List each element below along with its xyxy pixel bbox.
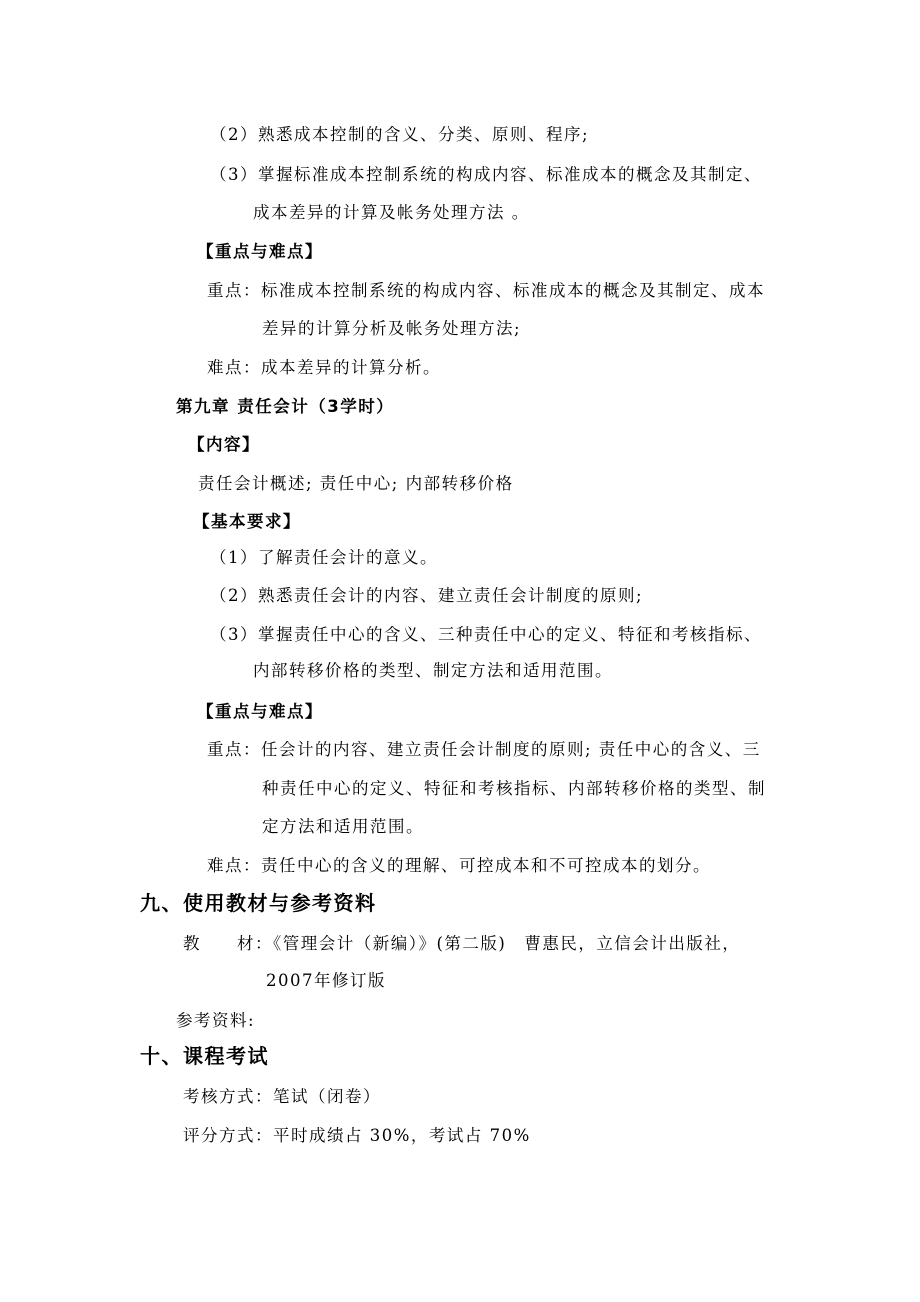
ch8-requirement-2: （2）熟悉成本控制的含义、分类、原则、程序; bbox=[210, 125, 590, 144]
ch9-key-points-cont-2: 定方法和适用范围。 bbox=[262, 817, 424, 836]
ch9-key-points-cont: 种责任中心的定义、特征和考核指标、内部转移价格的类型、制 bbox=[262, 779, 766, 798]
ch9-requirement-1: （1）了解责任会计的意义。 bbox=[210, 548, 438, 567]
ch8-requirement-3: （3）掌握标准成本控制系统的构成内容、标准成本的概念及其制定、 bbox=[210, 165, 762, 184]
ch8-key-points-cont: 差异的计算分析及帐务处理方法; bbox=[262, 319, 522, 338]
ch9-key-heading: 【重点与难点】 bbox=[197, 702, 323, 721]
ch9-key-points: 重点：任会计的内容、建立责任会计制度的原则; 责任中心的含义、三 bbox=[207, 740, 761, 759]
textbook-line: 教 材：《管理会计（新编）》(第二版) 曹惠民，立信会计出版社， bbox=[183, 934, 741, 953]
section-9-title: 九、使用教材与参考资料 bbox=[140, 891, 377, 915]
section-10-title: 十、课程考试 bbox=[140, 1044, 269, 1068]
ch9-content: 责任会计概述; 责任中心; 内部转移价格 bbox=[198, 474, 514, 493]
ch9-requirements-heading: 【基本要求】 bbox=[193, 512, 301, 531]
ch8-requirement-3-cont: 成本差异的计算及帐务处理方法 。 bbox=[253, 203, 530, 222]
exam-method: 考核方式：笔试（闭卷） bbox=[183, 1087, 381, 1106]
ch8-difficulties: 难点：成本差异的计算分析。 bbox=[207, 358, 441, 377]
ch9-content-heading: 【内容】 bbox=[188, 435, 260, 454]
references-label: 参考资料: bbox=[176, 1011, 256, 1030]
textbook-line-cont: 2007年修订版 bbox=[266, 971, 386, 990]
ch9-requirement-3-cont: 内部转移价格的类型、制定方法和适用范围。 bbox=[253, 661, 613, 680]
grading-method: 评分方式：平时成绩占 30%，考试占 70% bbox=[183, 1126, 531, 1145]
ch9-requirement-2: （2）熟悉责任会计的内容、建立责任会计制度的原则; bbox=[210, 586, 644, 605]
ch8-key-heading: 【重点与难点】 bbox=[197, 242, 323, 261]
ch8-key-points: 重点：标准成本控制系统的构成内容、标准成本的概念及其制定、成本 bbox=[207, 281, 765, 300]
ch9-difficulties: 难点：责任中心的含义的理解、可控成本和不可控成本的划分。 bbox=[207, 856, 711, 875]
ch9-requirement-3: （3）掌握责任中心的含义、三种责任中心的定义、特征和考核指标、 bbox=[210, 625, 762, 644]
ch9-title: 第九章 责任会计（3学时） bbox=[176, 397, 395, 416]
